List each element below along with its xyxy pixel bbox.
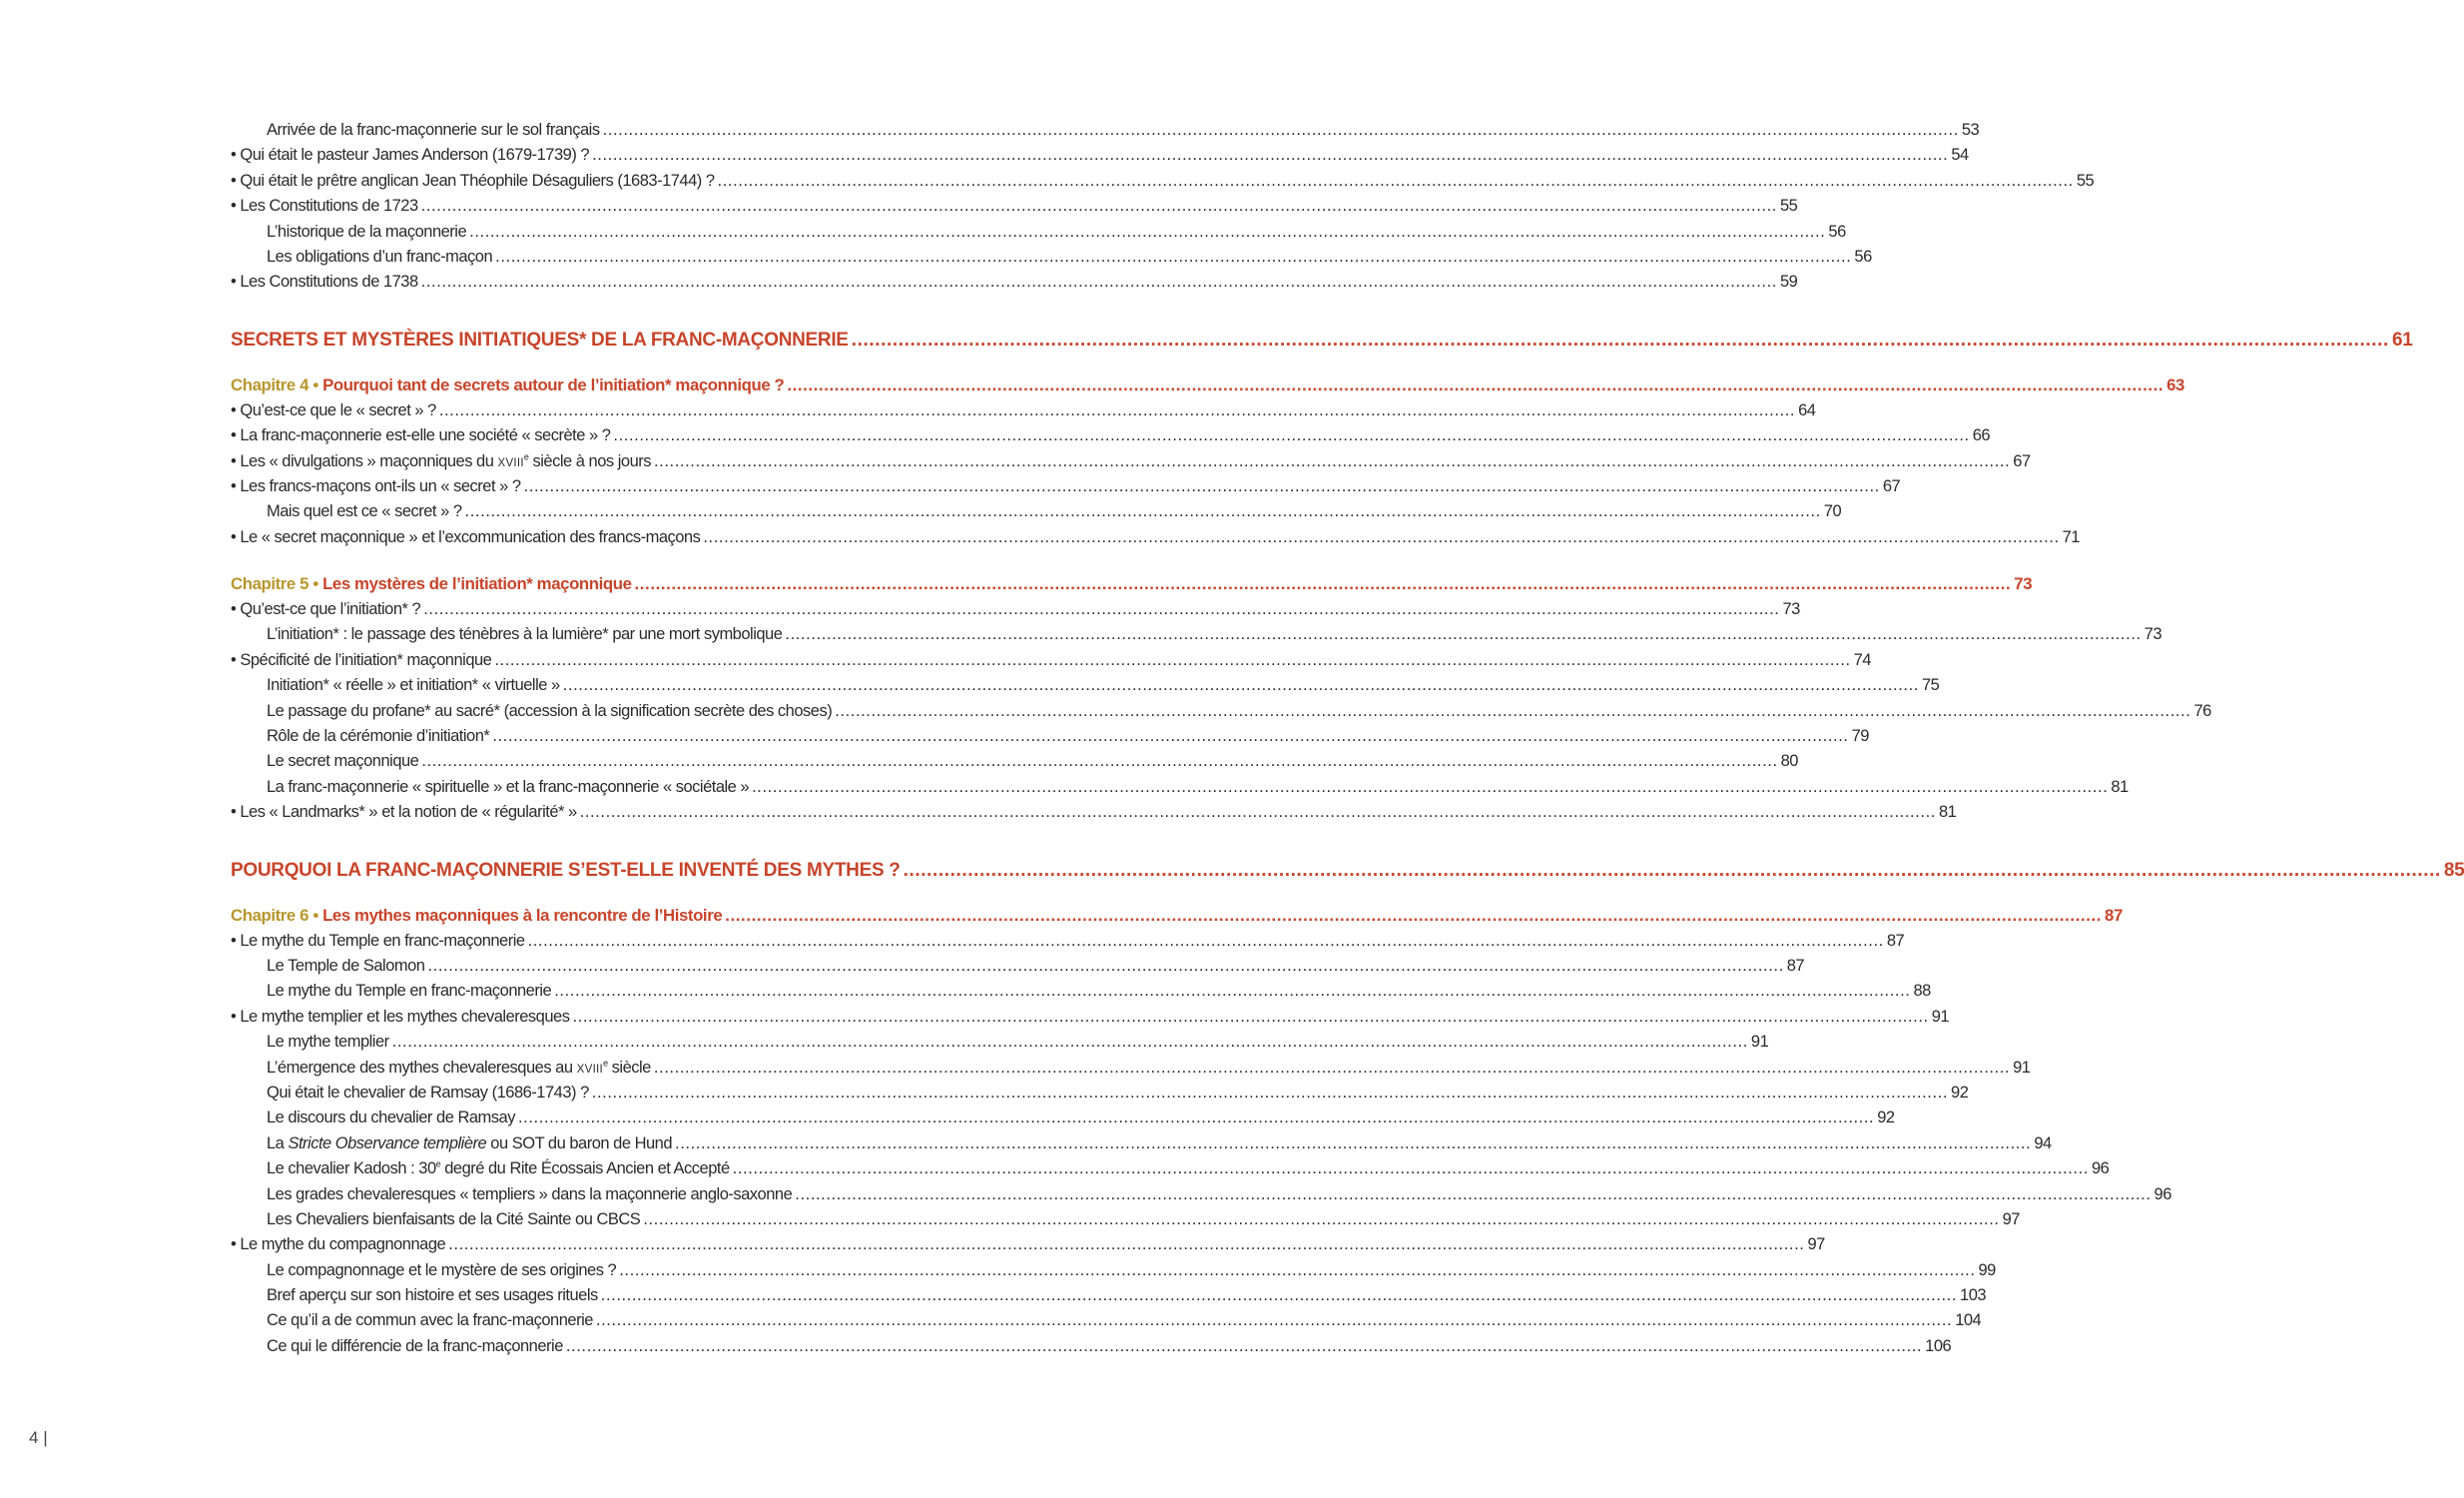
toc-page-number: 67 bbox=[2013, 451, 2031, 470]
toc-page-number: 55 bbox=[2076, 171, 2095, 190]
dot-leader bbox=[643, 1207, 1999, 1232]
toc-subentry[interactable] bbox=[231, 1156, 2110, 1181]
dot-leader bbox=[904, 856, 2441, 886]
toc-subentry[interactable] bbox=[231, 220, 1846, 245]
toc-page-number: 91 bbox=[1750, 1033, 1769, 1052]
toc-entry-text: Le passage du profane* au sacré* (accession à la signification secrète des choses) bbox=[267, 701, 833, 720]
toc-entry[interactable] bbox=[231, 423, 1991, 448]
toc-page-number: 97 bbox=[1807, 1235, 1825, 1254]
toc-part-heading[interactable] bbox=[231, 326, 2413, 356]
toc-subentry[interactable] bbox=[231, 1258, 1996, 1283]
dot-leader bbox=[494, 648, 1850, 673]
toc-page-number: 106 bbox=[1925, 1336, 1952, 1355]
toc-entry-title bbox=[267, 749, 418, 774]
toc-entry-text-after: siècle bbox=[607, 1058, 651, 1077]
toc-entry-text: Le compagnonnage et le mystère de ses origines ? bbox=[267, 1260, 617, 1279]
toc-page-number: 67 bbox=[1882, 476, 1901, 495]
toc-entry-title bbox=[267, 1283, 598, 1308]
toc-subentry[interactable] bbox=[231, 1056, 2031, 1081]
toc-page-number: 70 bbox=[1823, 502, 1842, 521]
toc-entry-text: • Le « secret maçonnique » et l’excommunication des francs-maçons bbox=[231, 527, 701, 546]
toc-chapter-heading[interactable] bbox=[231, 570, 2033, 597]
toc-entry-text: L’historique de la maçonnerie bbox=[267, 222, 467, 241]
toc-subentry[interactable] bbox=[231, 622, 2162, 647]
toc-page-number: 64 bbox=[1798, 400, 1816, 419]
toc-entry[interactable] bbox=[231, 1005, 1950, 1030]
dot-leader bbox=[421, 270, 1777, 295]
toc-entry-text: Le mythe du Temple en franc-maçonnerie bbox=[267, 982, 552, 1001]
toc-entry-title bbox=[231, 570, 632, 597]
toc-entry-text: Ce qui le différencie de la franc-maçonnerie bbox=[267, 1336, 563, 1355]
toc-entry-text: Initiation* « réelle » et initiation* « virtuelle » bbox=[267, 676, 560, 695]
toc-entry-title bbox=[267, 1156, 730, 1181]
toc-entry[interactable] bbox=[231, 597, 1800, 622]
toc-entry-title bbox=[267, 1030, 389, 1055]
toc-entry-text: • Le mythe templier et les mythes chevaleresques bbox=[231, 1007, 570, 1026]
toc-entry-title bbox=[231, 474, 521, 499]
dot-leader bbox=[469, 220, 1825, 245]
toc-page-number: 61 bbox=[2391, 329, 2413, 351]
dot-leader bbox=[635, 570, 2012, 597]
dot-leader bbox=[439, 398, 1795, 423]
toc-entry-text: • Les Constitutions de 1723 bbox=[231, 197, 418, 216]
toc-entry-title bbox=[267, 724, 489, 749]
dot-leader bbox=[524, 474, 1880, 499]
toc-page-number: 92 bbox=[1877, 1109, 1895, 1127]
toc-entry-text: SECRETS ET MYSTÈRES INITIATIQUES* DE LA FRANC-MAÇONNERIE bbox=[231, 329, 849, 351]
toc-entry-title bbox=[231, 372, 784, 398]
dot-leader bbox=[518, 1106, 1874, 1130]
toc-entry-title bbox=[267, 1081, 589, 1106]
dot-leader bbox=[592, 1081, 1948, 1106]
dot-leader bbox=[654, 1056, 2010, 1081]
dot-leader bbox=[563, 673, 1919, 698]
toc-page-number: 71 bbox=[2062, 527, 2080, 546]
dot-leader bbox=[718, 169, 2074, 194]
dot-leader bbox=[703, 525, 2059, 550]
toc-chapter-heading[interactable] bbox=[231, 372, 2184, 398]
toc-entry-title bbox=[267, 1308, 593, 1333]
toc-entry-title bbox=[231, 929, 525, 954]
toc-entry-text: POURQUOI LA FRANC-MAÇONNERIE S’EST-ELLE INVENTÉ DES MYTHES ? bbox=[231, 859, 901, 881]
toc-page-number: 87 bbox=[1886, 931, 1905, 950]
toc-entry-title bbox=[267, 245, 492, 270]
toc-page-number: 85 bbox=[2443, 859, 2464, 881]
toc-entry-title bbox=[267, 1334, 563, 1359]
toc-page-number: 81 bbox=[2111, 777, 2129, 796]
toc-entry-title bbox=[267, 1131, 672, 1156]
dot-leader bbox=[448, 1232, 1804, 1257]
toc-entry-title bbox=[231, 143, 589, 168]
dot-leader bbox=[528, 929, 1884, 954]
toc-entry-title bbox=[267, 1182, 792, 1207]
toc-subentry[interactable] bbox=[231, 1131, 2052, 1156]
toc-entry-text: Les mythes maçonniques à la rencontre de l’Histoire bbox=[322, 905, 723, 925]
toc-page-number: 73 bbox=[2144, 625, 2162, 644]
toc-subentry[interactable] bbox=[231, 699, 2211, 724]
dot-leader bbox=[427, 954, 1783, 979]
toc-entry-text: • Les francs-maçons ont-ils un « secret » ? bbox=[231, 476, 521, 495]
dot-leader bbox=[392, 1030, 1748, 1055]
toc-page-number: 63 bbox=[2166, 374, 2184, 394]
table-of-contents bbox=[231, 118, 2464, 1359]
dot-leader bbox=[421, 749, 1777, 774]
toc-subentry[interactable] bbox=[231, 724, 1869, 749]
dot-leader bbox=[795, 1182, 2151, 1207]
toc-entry-title bbox=[267, 954, 424, 979]
toc-page-number: 66 bbox=[1972, 426, 1991, 445]
toc-entry[interactable] bbox=[231, 449, 2031, 474]
toc-entry[interactable] bbox=[231, 398, 1816, 423]
toc-entry-title bbox=[267, 979, 551, 1004]
toc-entry-text: Le secret maçonnique bbox=[267, 752, 419, 771]
dot-leader bbox=[601, 1283, 1957, 1308]
toc-page-number: 99 bbox=[1978, 1260, 1996, 1279]
toc-entry-text: Ce qu’il a de commun avec la franc-maçonnerie bbox=[267, 1311, 593, 1330]
toc-entry-smallcaps: XVIII bbox=[576, 1063, 604, 1076]
toc-page-number: 53 bbox=[1961, 121, 1980, 139]
toc-entry-text: L’initiation* : le passage des ténèbres à la lumière* par une mort symbolique bbox=[267, 625, 783, 644]
toc-entry-text: • Le mythe du Temple en franc-maçonnerie bbox=[231, 931, 525, 950]
toc-entry-text: Pourquoi tant de secrets autour de l’initiation* maçonnique ? bbox=[322, 374, 785, 394]
toc-entry[interactable] bbox=[231, 194, 1798, 219]
toc-page-number: 91 bbox=[2013, 1058, 2031, 1077]
toc-page-number: 80 bbox=[1780, 752, 1798, 771]
toc-entry-superscript: e bbox=[435, 1158, 441, 1169]
dot-leader bbox=[787, 372, 2163, 398]
toc-entry-title bbox=[231, 902, 722, 929]
toc-entry-text: • Les « divulgations » maçonniques du bbox=[231, 451, 498, 470]
toc-subentry[interactable] bbox=[231, 1030, 1769, 1055]
dot-leader bbox=[603, 118, 1959, 143]
toc-entry[interactable] bbox=[231, 143, 1969, 168]
toc-entry[interactable] bbox=[231, 169, 2095, 194]
toc-entry-superscript: e bbox=[603, 1058, 608, 1069]
toc-page-number: 96 bbox=[2154, 1184, 2171, 1203]
toc-entry-text: Le mythe templier bbox=[267, 1033, 389, 1052]
toc-entry-text: • Le mythe du compagnonnage bbox=[231, 1235, 446, 1254]
toc-entry-text: Qui était le chevalier de Ramsay (1686-1743) ? bbox=[267, 1083, 589, 1102]
dot-leader bbox=[554, 979, 1910, 1004]
toc-entry-text-after: siècle à nos jours bbox=[528, 451, 651, 470]
toc-subentry[interactable] bbox=[231, 1207, 2020, 1232]
toc-entry-title bbox=[231, 1005, 569, 1030]
page-number bbox=[29, 1428, 48, 1448]
dot-leader bbox=[572, 1005, 1928, 1030]
toc-entry[interactable] bbox=[231, 270, 1798, 295]
toc-entry-title bbox=[267, 622, 782, 647]
toc-entry-title bbox=[267, 1056, 651, 1083]
toc-entry-italic: Stricte Observance templière bbox=[288, 1133, 487, 1152]
toc-entry-title bbox=[231, 398, 436, 423]
toc-entry[interactable] bbox=[231, 525, 2080, 550]
toc-entry-title bbox=[231, 194, 418, 219]
toc-page-number: 73 bbox=[1782, 600, 1800, 619]
toc-entry-title bbox=[267, 220, 466, 245]
toc-entry-title bbox=[231, 423, 610, 448]
toc-entry-text: • Qui était le pasteur James Anderson (1679-1739) ? bbox=[231, 146, 590, 165]
dot-leader bbox=[613, 423, 1969, 448]
toc-entry-title bbox=[267, 499, 462, 524]
toc-entry-text: • La franc-maçonnerie est-elle une société « secrète » ? bbox=[231, 426, 611, 445]
toc-page-number: 96 bbox=[2091, 1159, 2110, 1178]
toc-subentry[interactable] bbox=[231, 1081, 1969, 1106]
toc-entry-title bbox=[231, 648, 491, 673]
dot-leader bbox=[752, 775, 2108, 800]
toc-entry-title bbox=[231, 1232, 445, 1257]
toc-entry-text: Les obligations d’un franc-maçon bbox=[267, 247, 493, 266]
toc-entry-superscript: e bbox=[523, 451, 529, 462]
toc-page-number: 103 bbox=[1960, 1286, 1987, 1305]
dot-leader bbox=[566, 1334, 1922, 1359]
toc-entry-text: Le discours du chevalier de Ramsay bbox=[267, 1109, 515, 1127]
toc-entry-title bbox=[231, 169, 715, 194]
chapter-number: Chapitre 4 • bbox=[231, 374, 323, 394]
toc-entry[interactable] bbox=[231, 800, 1957, 825]
dot-leader bbox=[619, 1258, 1975, 1283]
toc-entry-text: • Les Constitutions de 1738 bbox=[231, 273, 418, 292]
toc-entry-text: • Qu’est-ce que le « secret » ? bbox=[231, 400, 436, 419]
toc-page-number: 73 bbox=[2014, 574, 2033, 594]
dot-leader bbox=[835, 699, 2190, 724]
toc-entry[interactable] bbox=[231, 1232, 1825, 1257]
toc-part-heading[interactable] bbox=[231, 856, 2464, 886]
toc-page-number: 56 bbox=[1854, 247, 1872, 266]
dot-leader bbox=[654, 449, 2010, 474]
dot-leader bbox=[596, 1308, 1952, 1333]
toc-entry-text-after: ou SOT du baron de Hund bbox=[486, 1133, 673, 1152]
toc-entry-title bbox=[231, 597, 420, 622]
toc-page-number: 59 bbox=[1779, 273, 1798, 292]
toc-page-number: 74 bbox=[1853, 650, 1871, 669]
toc-subentry[interactable] bbox=[231, 979, 1931, 1004]
chapter-number: Chapitre 6 • bbox=[231, 905, 323, 925]
dot-leader bbox=[675, 1131, 2031, 1156]
toc-entry-title bbox=[267, 1207, 640, 1232]
toc-page-number: 91 bbox=[1931, 1007, 1950, 1026]
toc-entry-text: Bref aperçu sur son histoire et ses usages rituels bbox=[267, 1286, 598, 1305]
toc-entry-title bbox=[267, 673, 560, 698]
toc-page-number: 76 bbox=[2193, 701, 2211, 720]
dot-leader bbox=[580, 800, 1936, 825]
toc-entry-text-after: degré du Rite Écossais Ancien et Accepté bbox=[440, 1159, 730, 1178]
dot-leader bbox=[423, 597, 1779, 622]
toc-entry[interactable] bbox=[231, 929, 1905, 954]
page-number-value: 4 bbox=[29, 1428, 39, 1447]
dot-leader bbox=[733, 1156, 2089, 1181]
toc-subentry[interactable] bbox=[231, 954, 1805, 979]
toc-entry-text: Le chevalier Kadosh : 30 bbox=[267, 1159, 436, 1178]
toc-entry-text: Mais quel est ce « secret » ? bbox=[267, 502, 462, 521]
toc-entry-title bbox=[267, 118, 600, 143]
toc-chapter-heading[interactable] bbox=[231, 902, 2123, 929]
toc-entry-title bbox=[267, 1106, 515, 1130]
toc-entry-text: Arrivée de la franc-maçonnerie sur le sol français bbox=[267, 121, 600, 139]
toc-page-number: 88 bbox=[1913, 982, 1931, 1001]
dot-leader bbox=[421, 194, 1777, 219]
toc-entry-text: Les mystères de l’initiation* maçonnique bbox=[322, 574, 632, 594]
toc-entry-text: Rôle de la cérémonie d’initiation* bbox=[267, 727, 490, 746]
chapter-number: Chapitre 5 • bbox=[231, 574, 323, 594]
toc-subentry[interactable] bbox=[231, 118, 1980, 143]
toc-subentry[interactable] bbox=[231, 1334, 1952, 1359]
toc-entry-text: La franc-maçonnerie « spirituelle » et la franc-maçonnerie « sociétale » bbox=[267, 777, 750, 796]
toc-entry-title bbox=[231, 800, 577, 825]
dot-leader bbox=[465, 499, 1821, 524]
dot-leader bbox=[492, 724, 1848, 749]
dot-leader bbox=[785, 622, 2141, 647]
dot-leader bbox=[725, 902, 2102, 929]
toc-page-number: 79 bbox=[1851, 727, 1869, 746]
toc-subentry[interactable] bbox=[231, 673, 1940, 698]
toc-entry-title bbox=[231, 449, 651, 476]
toc-page-number: 97 bbox=[2002, 1209, 2020, 1228]
toc-entry-text: Le Temple de Salomon bbox=[267, 956, 425, 975]
toc-subentry[interactable] bbox=[231, 775, 2129, 800]
toc-entry-title bbox=[231, 856, 901, 886]
toc-page-number: 87 bbox=[1786, 956, 1805, 975]
toc-entry-title bbox=[267, 1258, 616, 1283]
toc-page-number: 92 bbox=[1951, 1083, 1969, 1102]
toc-entry-text: Les grades chevaleresques « templiers » dans la maçonnerie anglo-saxonne bbox=[267, 1184, 793, 1203]
toc-entry[interactable] bbox=[231, 648, 1871, 673]
toc-page-number: 94 bbox=[2034, 1133, 2052, 1152]
toc-page-number: 104 bbox=[1955, 1311, 1982, 1330]
toc-entry-text: Les Chevaliers bienfaisants de la Cité Sainte ou CBCS bbox=[267, 1209, 641, 1228]
toc-entry-text: • Les « Landmarks* » et la notion de « régularité* » bbox=[231, 803, 577, 822]
toc-entry-smallcaps: XVIII bbox=[497, 456, 524, 469]
toc-page-number: 81 bbox=[1938, 803, 1957, 822]
toc-entry-text: L’émergence des mythes chevaleresques au bbox=[267, 1058, 577, 1077]
toc-page-number: 55 bbox=[1779, 197, 1798, 216]
toc-page-number: 87 bbox=[2105, 905, 2123, 925]
page-number-separator: | bbox=[43, 1428, 48, 1447]
toc-entry-title bbox=[267, 699, 832, 724]
toc-subentry[interactable] bbox=[231, 1308, 1982, 1333]
dot-leader bbox=[592, 143, 1948, 168]
toc-entry-title bbox=[231, 525, 700, 550]
toc-subentry[interactable] bbox=[231, 1283, 1987, 1308]
toc-entry[interactable] bbox=[231, 474, 1901, 499]
toc-entry-title bbox=[267, 775, 749, 800]
dot-leader bbox=[495, 245, 1851, 270]
toc-entry-text: • Qu’est-ce que l’initiation* ? bbox=[231, 600, 421, 619]
toc-entry-text: • Qui était le prêtre anglican Jean Théophile Désaguliers (1683-1744) ? bbox=[231, 171, 715, 190]
toc-page-number: 75 bbox=[1921, 676, 1940, 695]
toc-subentry[interactable] bbox=[231, 749, 1798, 774]
toc-subentry[interactable] bbox=[231, 1106, 1895, 1130]
toc-entry-title bbox=[231, 270, 418, 295]
toc-entry-text: • Spécificité de l’initiation* maçonnique bbox=[231, 650, 492, 669]
toc-subentry[interactable] bbox=[231, 499, 1842, 524]
dot-leader bbox=[852, 326, 2389, 356]
toc-entry-text: La bbox=[267, 1133, 289, 1152]
toc-page-number: 56 bbox=[1828, 222, 1846, 241]
toc-subentry[interactable] bbox=[231, 1182, 2171, 1207]
toc-subentry[interactable] bbox=[231, 245, 1872, 270]
toc-entry-title bbox=[231, 326, 849, 356]
toc-page-number: 54 bbox=[1951, 146, 1969, 165]
